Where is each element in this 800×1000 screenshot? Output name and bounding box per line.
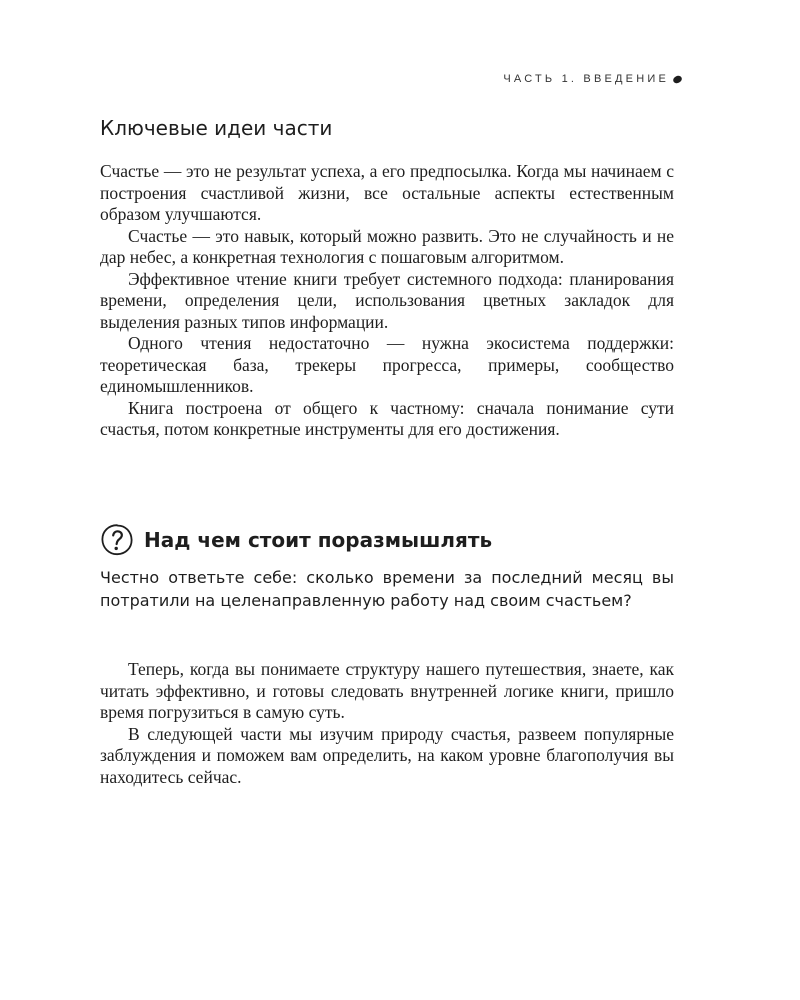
header-dot-icon: [672, 74, 683, 84]
reflection-heading-row: [100, 523, 492, 557]
closing-text: [100, 659, 674, 788]
closing-paragraph: В следующей части мы изучим природу счастья, развеем популярные заблуждения и поможем вам определить, на каком уровне благополучия вы находитесь сейчас.: [100, 723, 674, 787]
running-header-text: ЧАСТЬ 1. ВВЕДЕНИЕ: [503, 73, 669, 85]
key-ideas-text: [100, 161, 674, 441]
reflection-question: Честно ответьте себе: сколько времени за последний месяц вы потратили на целенаправленную работу над своим счастьем?: [100, 568, 674, 610]
reflection-title: Над чем стоит поразмышлять: [144, 528, 493, 552]
key-idea-paragraph: Книга построена от общего к частному: сначала понимание сути счастья, потом конкретные инструменты для его достижения.: [100, 397, 674, 439]
running-header: [503, 73, 682, 85]
question-mark-icon: [100, 523, 134, 557]
key-idea-paragraph: Счастье — это навык, который можно развить. Это не случайность и не дар небес, а конкретная технология с пошаговым алгоритмом.: [100, 225, 674, 267]
key-idea-paragraph: Одного чтения недостаточно — нужна экосистема поддержки: теоретическая база, трекеры прогресса, примеры, сообщество единомышленников.: [100, 333, 674, 396]
key-idea-paragraph: Эффективное чтение книги требует системного подхода: планирования времени, определения цели, использования цветных закладок для выделения разных типов информации.: [100, 268, 674, 332]
closing-paragraph: Теперь, когда вы понимаете структуру нашего путешествия, знаете, как читать эффективно, и готовы следовать внутренней логике книги, пришло время погрузиться в самую суть.: [100, 659, 674, 722]
key-idea-paragraph: Счастье — это не результат успеха, а его предпосылка. Когда мы начинаем с построения счастливой жизни, все остальные аспекты естественным образом улучшаются.: [100, 161, 674, 224]
key-ideas-heading: Ключевые идеи части: [100, 116, 333, 140]
